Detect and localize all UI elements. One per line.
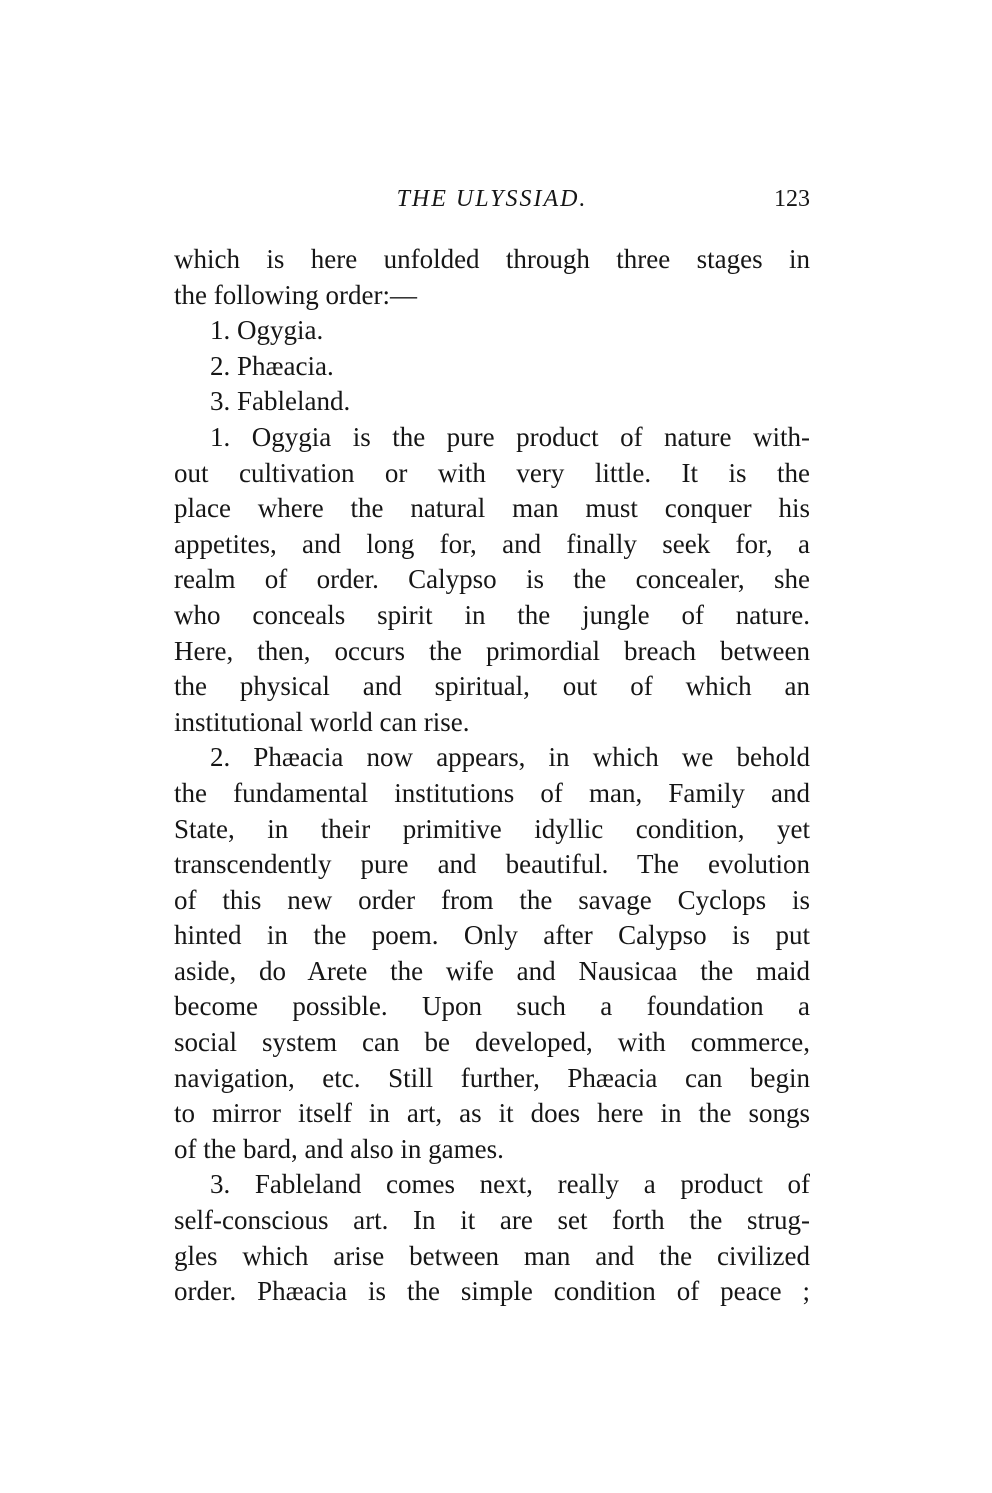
text-line: appetites, and long for, and finally seek for, a	[174, 528, 810, 559]
text-line: place where the natural man must conquer his	[174, 493, 810, 524]
text-line: of this new order from the savage Cyclops is	[174, 884, 810, 915]
list-item-phaeacia: 2. Phæacia.	[210, 350, 334, 381]
text-line: realm of order. Calypso is the concealer, she	[174, 564, 810, 595]
text-line: navigation, etc. Still further, Phæacia can begin	[174, 1062, 810, 1093]
text-line: who conceals spirit in the jungle of nature.	[174, 599, 810, 630]
list-item-ogygia: 1. Ogygia.	[210, 315, 324, 346]
text-line: hinted in the poem. Only after Calypso is put	[174, 920, 810, 951]
text-line: to mirror itself in art, as it does here in the songs	[174, 1098, 810, 1129]
book-page	[174, 186, 810, 1310]
text-line: the following order:—	[174, 279, 417, 310]
text-line: the physical and spiritual, out of which an	[174, 671, 810, 702]
body-text	[174, 242, 810, 1310]
paragraph-start-fableland: 3. Fableland comes next, really a product of	[210, 1169, 810, 1200]
text-line: order. Phæacia is the simple condition of peace ;	[174, 1276, 810, 1307]
text-line: State, in their primitive idyllic condition, yet	[174, 813, 810, 844]
text-line: the fundamental institutions of man, Family and	[174, 777, 810, 808]
text-line: become possible. Upon such a foundation a	[174, 991, 810, 1022]
text-line: of the bard, and also in games.	[174, 1133, 504, 1164]
list-item-fableland: 3. Fableland.	[210, 386, 351, 417]
text-line: transcendently pure and beautiful. The evolution	[174, 849, 810, 880]
paragraph-start-ogygia: 1. Ogygia is the pure product of nature with-	[210, 421, 810, 452]
text-line: social system can be developed, with commerce,	[174, 1027, 810, 1058]
text-line: institutional world can rise.	[174, 706, 470, 737]
text-line: gles which arise between man and the civilized	[174, 1240, 810, 1271]
text-line: which is here unfolded through three stages in	[174, 244, 810, 274]
running-title: THE ULYSSIAD.	[396, 186, 588, 212]
text-line: Here, then, occurs the primordial breach between	[174, 635, 810, 666]
running-head	[174, 186, 810, 220]
text-line: aside, do Arete the wife and Nausicaa the maid	[174, 955, 810, 986]
page-number: 123	[774, 186, 810, 212]
text-line: out cultivation or with very little. It is the	[174, 457, 810, 488]
paragraph-start-phaeacia: 2. Phæacia now appears, in which we behold	[210, 742, 810, 773]
text-line: self-conscious art. In it are set forth the strug-	[174, 1205, 810, 1236]
